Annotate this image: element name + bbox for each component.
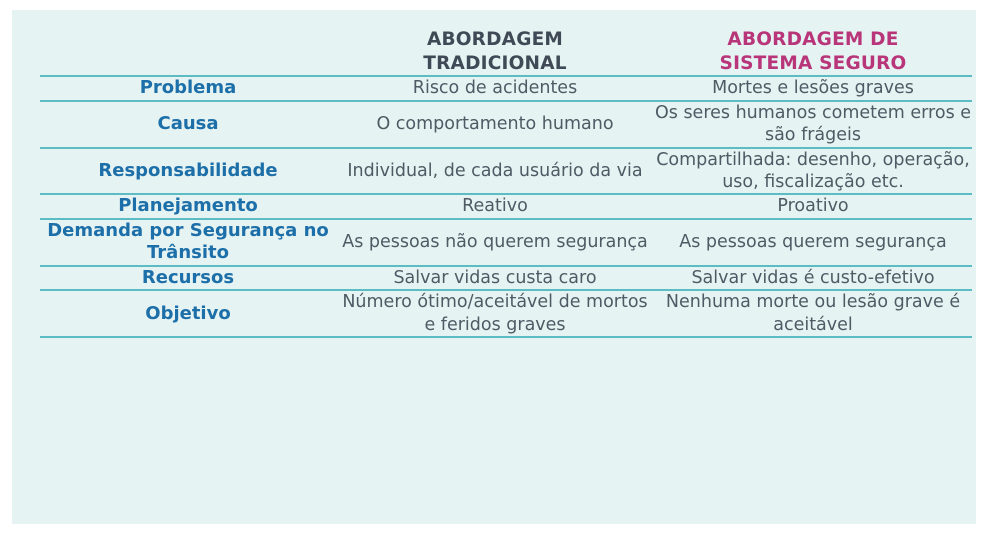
row-label-responsabilidade: Responsabilidade — [98, 159, 278, 181]
cell-traditional-problema: Risco de acidentes — [412, 78, 578, 99]
cell-safe-system-causa: Os seres humanos cometem erros e são frágeis — [654, 102, 972, 146]
table-row — [40, 266, 972, 291]
cell-safe-system-recursos: Salvar vidas é custo-efetivo — [691, 267, 935, 288]
header-traditional — [336, 28, 654, 76]
table-body — [40, 76, 972, 337]
comparison-table — [40, 28, 972, 338]
cell-traditional-recursos: Salvar vidas custa caro — [393, 267, 597, 288]
row-label-planejamento: Planejamento — [118, 195, 258, 217]
comparison-panel — [12, 10, 976, 524]
header-safe-system-line2: SISTEMA SEGURO — [719, 52, 907, 74]
header-safe-system-line1: ABORDAGEM DE — [727, 29, 899, 50]
table-row — [40, 219, 972, 266]
cell-safe-system-objetivo: Nenhuma morte ou lesão grave é aceitável — [665, 292, 961, 335]
header-traditional-line1: ABORDAGEM — [426, 29, 564, 50]
header-safe-system — [654, 28, 972, 76]
table-header — [40, 28, 972, 76]
table-row — [40, 290, 972, 337]
cell-traditional-objetivo: Número ótimo/aceitável de mortos e feridos graves — [342, 292, 648, 335]
table-row — [40, 148, 972, 195]
table-row — [40, 194, 972, 219]
header-row — [40, 28, 972, 76]
table-row — [40, 76, 972, 101]
cell-traditional-causa: O comportamento humano — [376, 114, 614, 135]
table-row — [40, 101, 972, 148]
cell-safe-system-planejamento: Proativo — [777, 196, 849, 217]
cell-traditional-demanda: As pessoas não querem segurança — [342, 232, 648, 253]
row-label-causa: Causa — [157, 112, 219, 134]
row-label-problema: Problema — [139, 77, 237, 99]
cell-traditional-planejamento: Reativo — [462, 196, 528, 217]
header-blank-cell — [40, 28, 336, 76]
cell-safe-system-demanda: As pessoas querem segurança — [679, 232, 947, 253]
row-label-recursos: Recursos — [141, 266, 235, 288]
row-label-objetivo: Objetivo — [145, 302, 231, 324]
header-traditional-line2: TRADICIONAL — [423, 52, 567, 74]
row-label-demanda: Demanda por Segurança no Trânsito — [47, 219, 329, 264]
cell-safe-system-problema: Mortes e lesões graves — [712, 78, 914, 99]
cell-traditional-responsabilidade: Individual, de cada usuário da via — [347, 160, 643, 181]
cell-safe-system-responsabilidade: Compartilhada: desenho, operação, uso, fiscalização etc. — [656, 149, 970, 193]
